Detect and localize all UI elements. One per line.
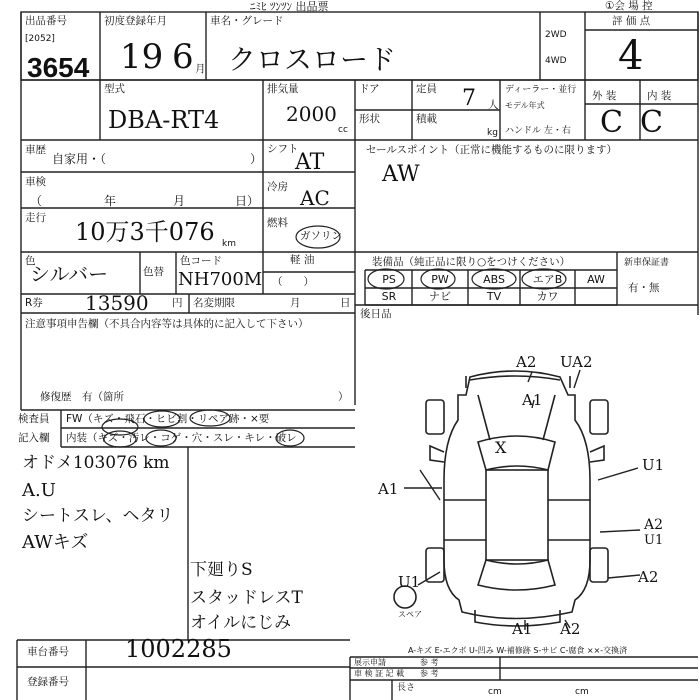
size-label: 長さ [397, 683, 416, 693]
reg-month-unit: 月 [195, 63, 206, 75]
reg-month: 6 [172, 37, 194, 77]
mark-front-a2: A2 [516, 353, 537, 371]
equip-navi: ナビ [429, 290, 451, 303]
dealer-label: ディーラー・並行 [505, 85, 577, 95]
sales-value: AW [382, 162, 420, 187]
color-code-label: 色コード [180, 255, 222, 267]
repair-close: ） [338, 391, 349, 403]
inspector-fw-row: FW（キズ・飛石・ヒビ割・リペア跡・×要 [66, 413, 270, 425]
shift-value: AT [295, 150, 325, 175]
chassis-value: 1002285 [125, 635, 232, 663]
ac-value: AC [300, 186, 330, 210]
lot-label: 出品番号 [25, 15, 67, 27]
disp-label: 排気量 [267, 83, 299, 95]
lot-number: 3654 [27, 52, 90, 83]
exterior-grade: C [600, 105, 623, 140]
color-label: 色 [25, 255, 36, 267]
usage-label: 車歴 [25, 144, 46, 156]
remark-line-4: AWキズ [22, 532, 89, 553]
capacity-label: 定員 [416, 83, 437, 95]
reg-year: 19 [120, 37, 164, 77]
equip-sr: SR [381, 290, 397, 303]
recycle-label: R券 [25, 297, 43, 309]
type-label: 型式 [104, 83, 125, 95]
equip-leather: カワ [536, 290, 559, 303]
mark-hood-a1: A1 [522, 391, 543, 409]
color-value: シルバー [30, 262, 109, 286]
shift-label: シフト [267, 143, 299, 155]
equip-pw: PW [431, 273, 449, 286]
color-change-label: 色替 [143, 266, 164, 278]
warranty-value: 有・無 [628, 282, 660, 294]
damage-legend: A-キズ E-エクボ U-凹み W-補修跡 S-サビ C-腐食 ××-交換済 [408, 646, 628, 655]
disp-unit: cc [338, 125, 348, 135]
mileage-label: 走行 [25, 212, 46, 224]
inspection-day: 日） [235, 194, 260, 208]
remarks-ref-1: 参 考 [420, 658, 439, 667]
model-name: クロスロード [228, 43, 397, 76]
warranty-label: 新車保証書 [624, 258, 670, 268]
size-unit-1: cm [488, 687, 502, 697]
inspection-label: 車検 [25, 176, 46, 188]
remark-line-7: オイルにじみ [190, 613, 292, 633]
inspector-label-2: 記入欄 [18, 432, 50, 444]
car-diagram [394, 371, 608, 626]
mark-right-u1-b: U1 [644, 533, 664, 548]
mark-rear-a2: A2 [638, 568, 659, 586]
inspection-year: 年 [104, 194, 117, 208]
mark-right-a2: A2 [644, 517, 664, 533]
capacity-unit: 人 [488, 99, 499, 111]
score-label: 評 価 点 [612, 15, 651, 27]
door-label: ドア [359, 83, 380, 95]
name-change-month: 月 [290, 297, 301, 309]
notes-label: 注意事項申告欄（不具合内容等は具体的に記入して下さい） [25, 318, 309, 330]
inspection-month: 月 [173, 194, 186, 208]
interior-grade: C [640, 105, 663, 140]
inspector-int-row: 内装（キズ・汚レ・コゲ・穴・スレ・キレ・破レ [66, 432, 297, 444]
load-label: 積載 [416, 113, 437, 125]
handle-label: ハンドル 左・右 [505, 126, 571, 136]
mileage-value: 10万3千076 [75, 218, 215, 246]
equip-airbag: エアB [532, 273, 563, 286]
chassis-label: 車台番号 [27, 646, 69, 658]
fuel-other: （ ） [272, 276, 314, 288]
spare-tire-label: スペア [398, 610, 422, 619]
reg-no-label: 登録番号 [27, 676, 69, 688]
equip-abs: ABS [483, 273, 505, 286]
score-value: 4 [618, 33, 644, 79]
shape-label: 形状 [359, 113, 380, 125]
remarks-ref-2: 車 検 証 記 載 [354, 669, 405, 678]
equip-tv: TV [486, 290, 502, 303]
recycle-value: 13590 [85, 291, 149, 315]
mileage-unit: km [222, 239, 236, 249]
name-change-day: 日 [340, 297, 351, 309]
usage-close: ） [250, 152, 263, 166]
recycle-unit: 円 [172, 297, 183, 309]
mark-left-u1: U1 [398, 573, 421, 591]
interior-label: 内 装 [647, 90, 672, 102]
remark-line-3: シートスレ、ヘタリ [22, 506, 174, 526]
lot-sub: [2052] [25, 34, 55, 44]
remark-line-6: スタッドレスT [190, 588, 303, 608]
size-unit-2: cm [575, 687, 589, 697]
mark-rear-a2-b: A2 [560, 620, 581, 638]
remark-line-1: オドメ103076 km [22, 453, 170, 473]
model-year-label: モデル年式 [505, 101, 545, 110]
model-label: 車名・グレード [210, 15, 284, 27]
remarks-ref-3: 参 考 [420, 669, 439, 678]
location-label: ①会 場 控 [605, 0, 653, 12]
load-unit: kg [487, 128, 498, 138]
form-title: ﾆﾐﾋ ﾂﾝﾂﾝ 出品票 [250, 0, 329, 13]
mark-front-ua2: UA2 [560, 353, 593, 371]
remark-line-2: A.U [22, 480, 56, 501]
fuel-gas: ガソリン [300, 230, 342, 242]
equipment-label: 装備品（純正品に限り○をつけください） [372, 256, 571, 268]
name-change-label: 名変期限 [193, 297, 235, 309]
exterior-label: 外 装 [592, 90, 617, 102]
type-value: DBA-RT4 [108, 106, 220, 134]
rear-seat-label: 後日品 [360, 308, 392, 320]
sales-label: セールスポイント（正常に機能するものに限ります） [366, 144, 618, 156]
usage-value: 自家用・（ [52, 152, 107, 166]
mark-windshield-x: X [495, 438, 507, 457]
drive-2wd: 2WD [545, 30, 567, 40]
fuel-label: 燃料 [267, 217, 288, 229]
mark-rear-a1: A1 [512, 620, 533, 638]
equip-ps: PS [382, 273, 396, 286]
mark-right-u1: U1 [642, 456, 665, 474]
color-code-value: NH700M [178, 269, 263, 290]
disp-value: 2000 [286, 102, 337, 126]
drive-4wd: 4WD [545, 56, 567, 66]
inspection-open: （ [30, 194, 43, 208]
capacity-value: 7 [462, 86, 476, 111]
repair-label: 修復歴 有（箇所 [40, 391, 124, 403]
fuel-diesel: 軽 油 [290, 254, 315, 266]
inspector-label-1: 検査員 [18, 413, 50, 425]
equip-aw: AW [587, 273, 605, 286]
remark-line-5: 下廻りS [190, 560, 253, 580]
reg-label: 初度登録年月 [104, 15, 167, 27]
contest-label: 展示申請 [354, 658, 386, 667]
mark-left-a1: A1 [378, 480, 399, 498]
ac-label: 冷房 [267, 181, 288, 193]
